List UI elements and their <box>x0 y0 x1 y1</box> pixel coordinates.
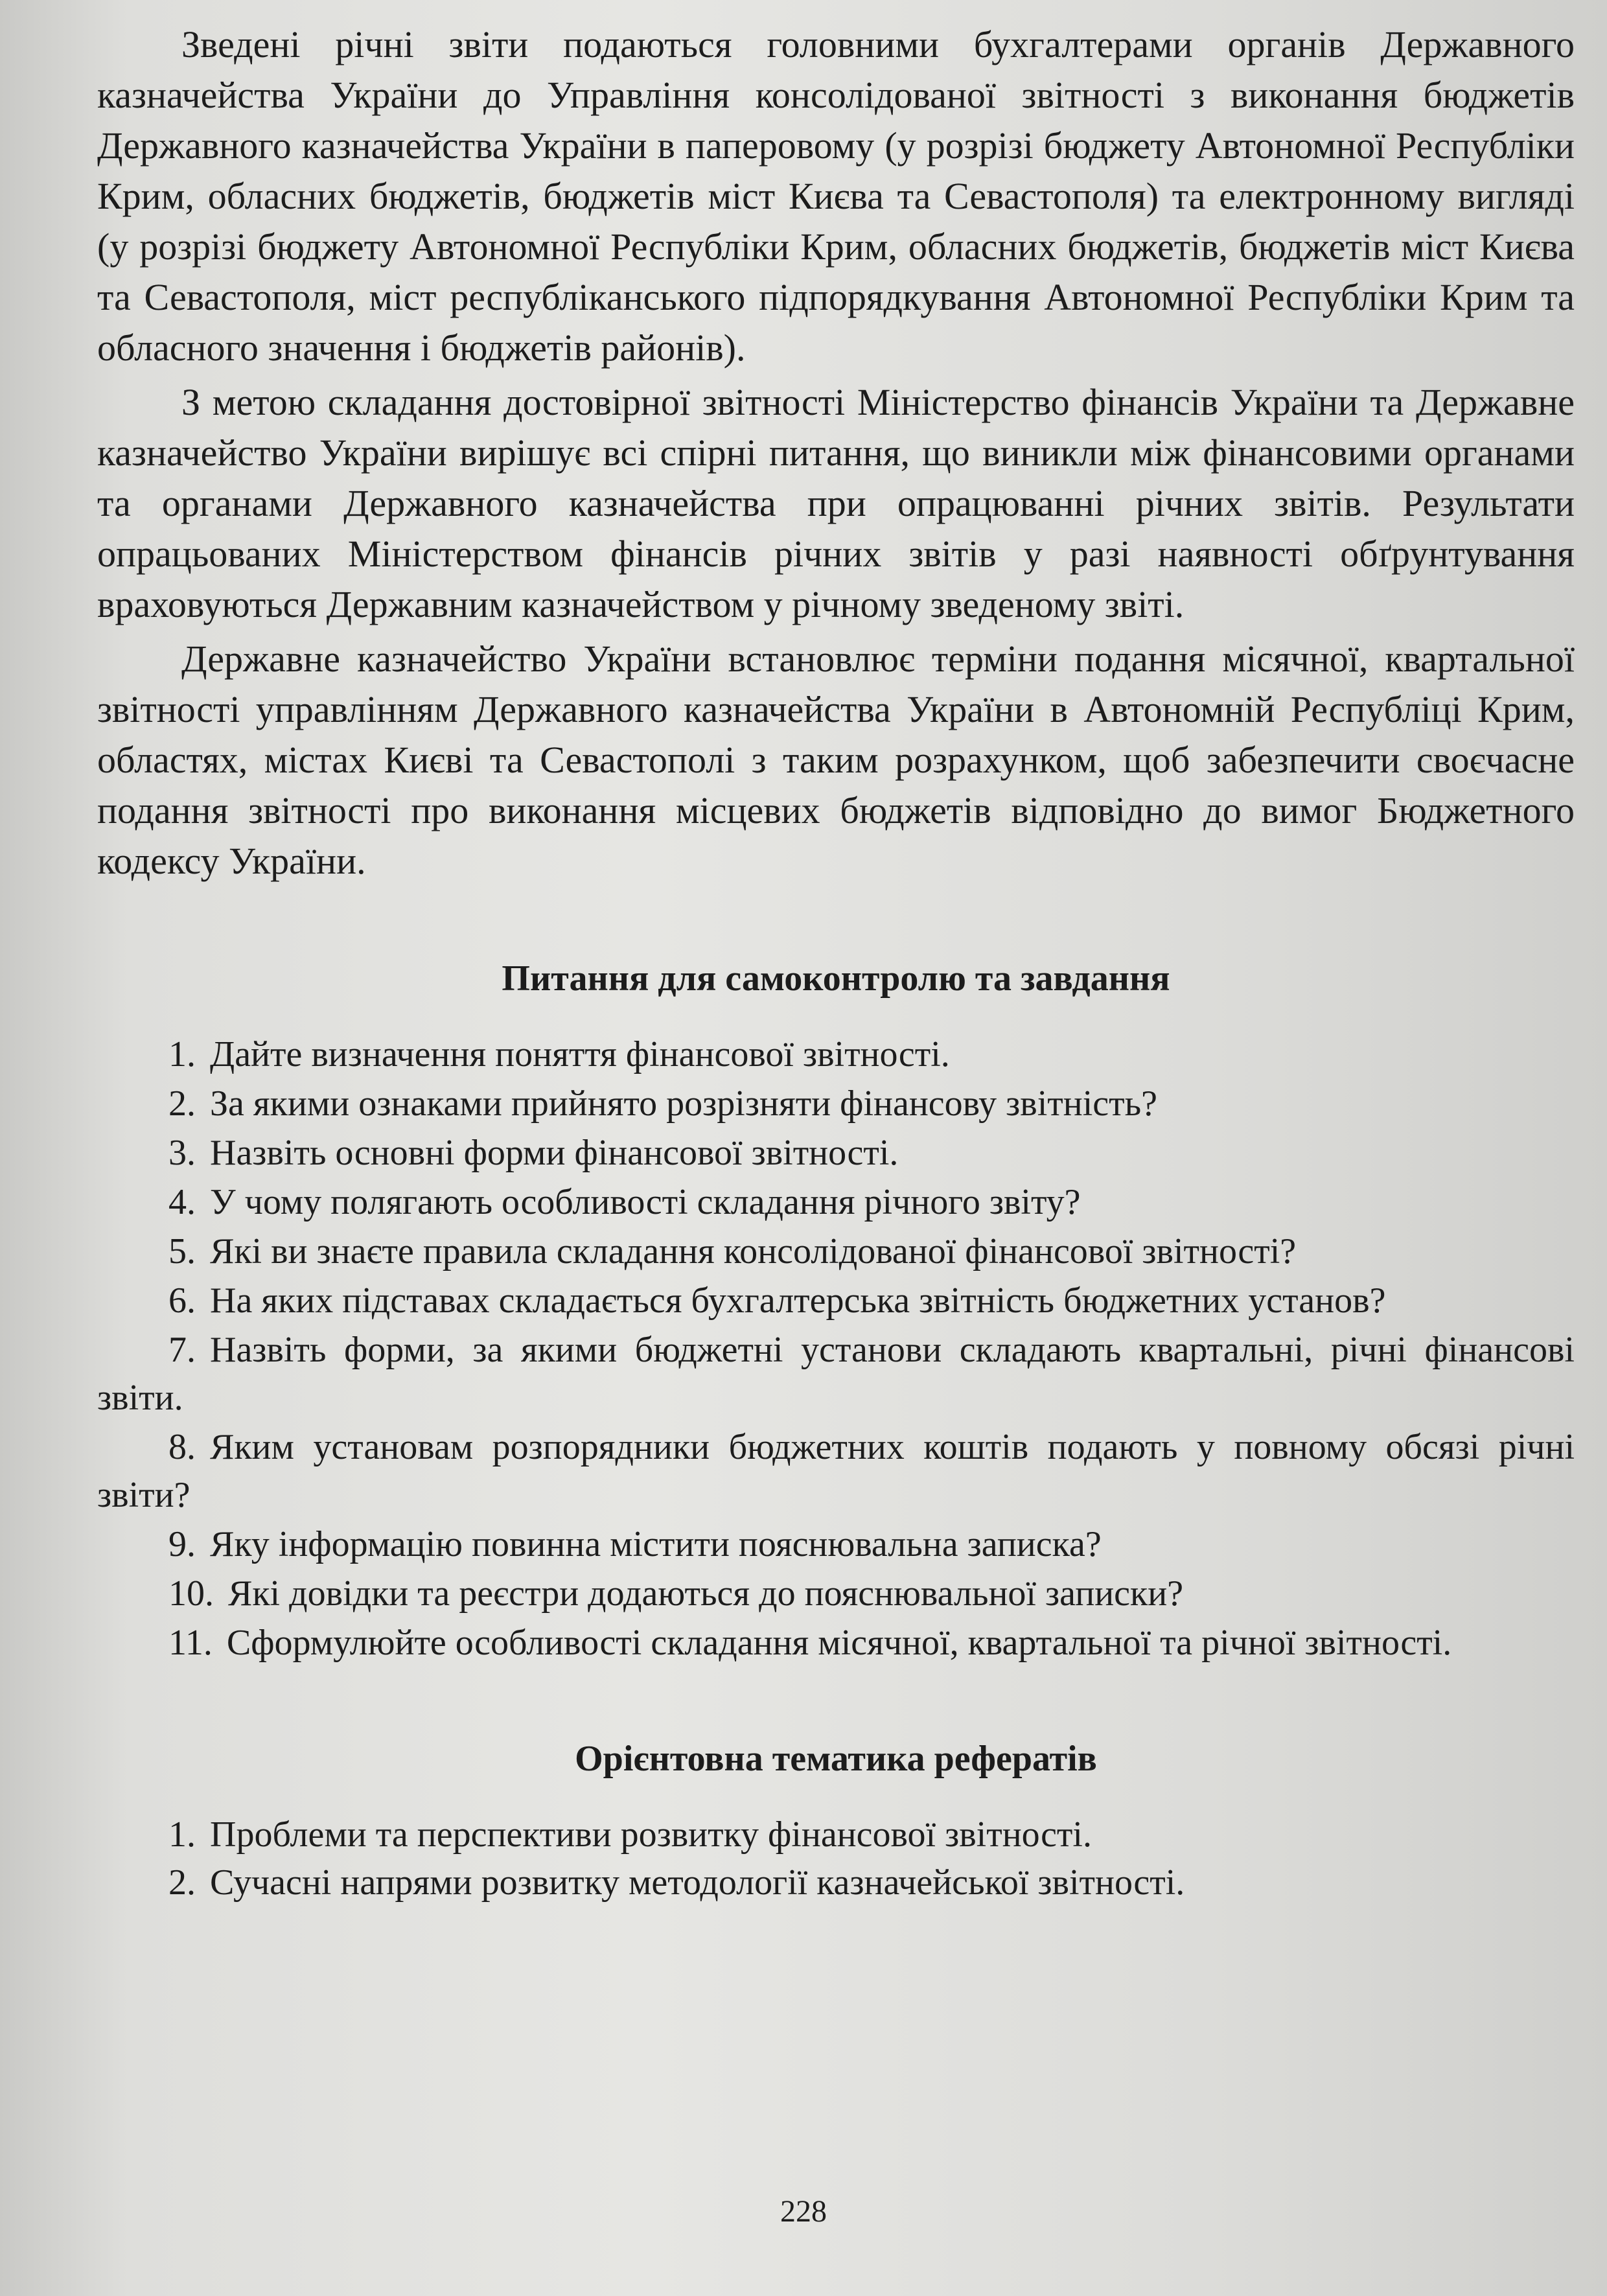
question-text: У чому полягають особливості складання річного звіту? <box>210 1182 1081 1222</box>
question-text: Які довідки та реєстри додаються до пояснювальної записки? <box>228 1573 1184 1614</box>
question-number: 11. <box>168 1623 213 1663</box>
list-item <box>97 1129 1575 1177</box>
question-text: Сформулюйте особливості складання місячної, квартальної та річної звітності. <box>226 1623 1452 1663</box>
list-item <box>97 1277 1575 1325</box>
topics-heading: Орієнтовна тематика рефератів <box>575 1739 1097 1779</box>
list-item <box>97 1423 1575 1519</box>
question-number: 4. <box>168 1182 196 1222</box>
list-item <box>97 1619 1575 1667</box>
paragraph-reliable-reporting: З метою складання достовірної звітності Міністерство фінансів України та Державне казначейство України вирішує всі спірні питання, що виникли між фінансовими органами та органами Державного казначейства при опрацюванні річних звітів. Результати опрацьованих Міністерством фінансів річних звітів у разі наявності обґрунтування враховуються Державним казначейством у річному зведеному звіті. <box>97 381 1575 625</box>
question-text: За якими ознаками прийнято розрізняти фінансову звітність? <box>210 1084 1158 1124</box>
question-text: Назвіть форми, за якими бюджетні установи складають квартальні, річні фінансові звіти. <box>97 1330 1575 1418</box>
topic-number: 1. <box>168 1815 196 1855</box>
topics-list <box>97 1811 1575 1907</box>
question-number: 7. <box>168 1330 196 1370</box>
question-number: 6. <box>168 1281 196 1321</box>
question-number: 9. <box>168 1524 196 1564</box>
question-number: 3. <box>168 1133 196 1173</box>
question-number: 8. <box>168 1427 196 1467</box>
question-text: Які ви знаєте правила складання консолідованої фінансової звітності? <box>210 1231 1297 1271</box>
list-item <box>97 1178 1575 1226</box>
question-number: 1. <box>168 1034 196 1074</box>
questions-list <box>97 1030 1575 1667</box>
list-item <box>97 1811 1575 1859</box>
list-item <box>97 1080 1575 1128</box>
page-number: 228 <box>780 2194 827 2229</box>
paragraph-reporting-deadlines: Державне казначейство України встановлює терміни подання місячної, квартальної звітності управлінням Державного казначейства України в Автономній Республіці Крим, областях, містах Києві та Севастополі з таким розрахунком, щоб забезпечити своєчасне подання звітності про виконання місцевих бюджетів відповідно до вимог Бюджетного кодексу України. <box>97 638 1575 882</box>
paragraph-annual-reports: Зведені річні звіти подаються головними бухгалтерами органів Державного казначейства України до Управління консолідованої звітності з виконання бюджетів Державного казначейства України в паперовому (у розрізі бюджету Автономної Республіки Крим, обласних бюджетів, бюджетів міст Києва та Севастополя) та електронному вигляді (у розрізі бюджету Автономної Республіки Крим, обласних бюджетів, бюджетів міст Києва та Севастополя, міст республіканського підпорядкування Автономної Республіки Крим та обласного значення і бюджетів районів). <box>97 23 1575 369</box>
question-number: 10. <box>168 1573 214 1614</box>
page-content <box>97 19 1575 1907</box>
question-text: Назвіть основні форми фінансової звітності. <box>210 1133 899 1173</box>
list-item <box>97 1570 1575 1618</box>
question-text: Дайте визначення поняття фінансової звітності. <box>210 1034 950 1074</box>
question-number: 5. <box>168 1231 196 1271</box>
question-text: Яким установам розпорядники бюджетних коштів подають у повному обсязі річні звіти? <box>97 1427 1575 1515</box>
topic-text: Проблеми та перспективи розвитку фінансової звітності. <box>210 1815 1092 1855</box>
topic-number: 2. <box>168 1862 196 1903</box>
questions-heading: Питання для самоконтролю та завдання <box>502 958 1170 999</box>
list-item <box>97 1227 1575 1275</box>
question-number: 2. <box>168 1084 196 1124</box>
topic-text: Сучасні напрями розвитку методології казначейської звітності. <box>210 1862 1185 1903</box>
list-item <box>97 1030 1575 1078</box>
list-item <box>97 1520 1575 1568</box>
list-item <box>97 1859 1575 1907</box>
question-text: Яку інформацію повинна містити пояснювальна записка? <box>210 1524 1102 1564</box>
list-item <box>97 1326 1575 1422</box>
question-text: На яких підставах складається бухгалтерська звітність бюджетних установ? <box>210 1281 1386 1321</box>
